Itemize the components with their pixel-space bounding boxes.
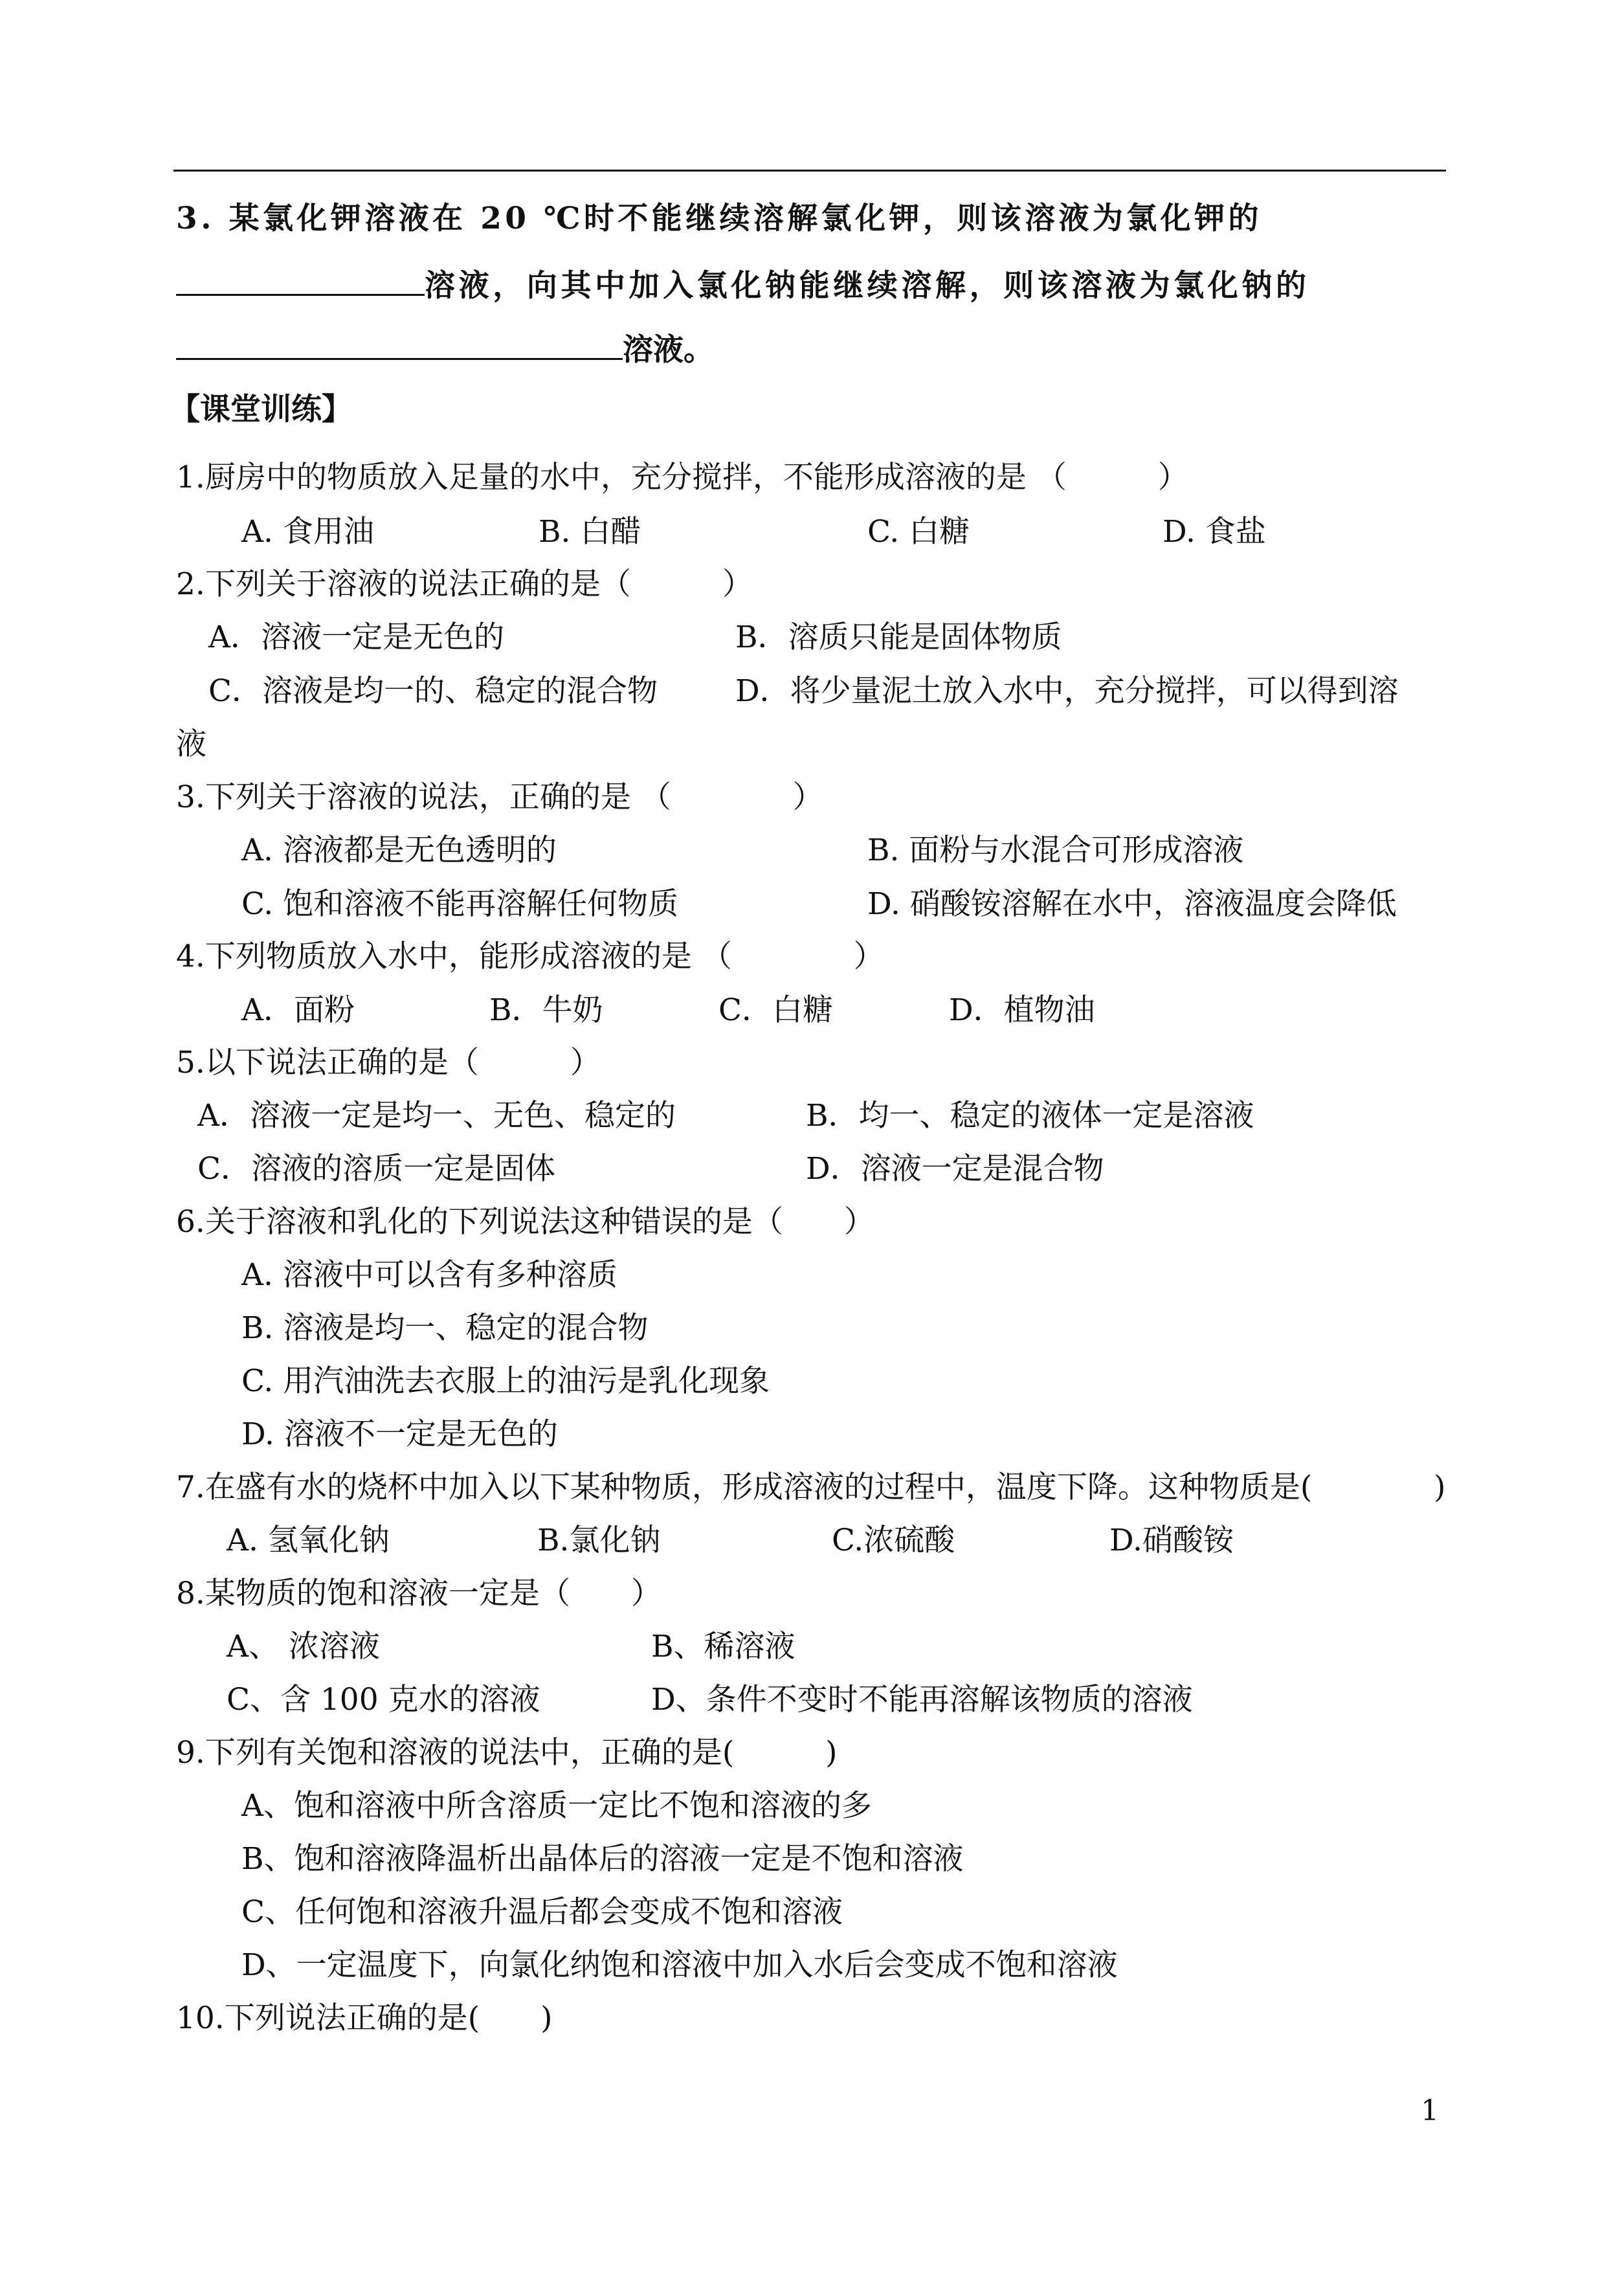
q6-option-a: A. 溶液中可以含有多种溶质 bbox=[241, 1257, 617, 1293]
q2-option-c: C．溶液是均一的、稳定的混合物 bbox=[208, 673, 658, 709]
q8-option-a: A、 浓溶液 bbox=[227, 1629, 380, 1664]
q4-option-c: C．白糖 bbox=[718, 992, 833, 1028]
q1-option-d: D. 食盐 bbox=[1162, 514, 1266, 550]
q1-option-a: A. 食用油 bbox=[241, 514, 374, 550]
q8-option-d: D、条件不变时不能再溶解该物质的溶液 bbox=[651, 1682, 1193, 1717]
question-4-stem: 4.下列物质放入水中，能形成溶液的是 （ ） bbox=[176, 939, 884, 974]
q3-option-a: A. 溶液都是无色透明的 bbox=[241, 833, 557, 868]
q3-option-d: D. 硝酸铵溶解在水中，溶液温度会降低 bbox=[867, 886, 1397, 922]
q2-option-d-wrap: 液 bbox=[176, 726, 206, 762]
q9-option-a: A、饱和溶液中所含溶质一定比不饱和溶液的多 bbox=[241, 1788, 872, 1824]
q2-option-b: B．溶质只能是固体物质 bbox=[735, 620, 1062, 655]
answer-blank-1[interactable] bbox=[176, 265, 425, 296]
q7-option-d: D.硝酸铵 bbox=[1109, 1523, 1234, 1558]
q6-option-d: D. 溶液不一定是无色的 bbox=[241, 1416, 558, 1452]
question-3-stem: 3.下列关于溶液的说法，正确的是 （ ） bbox=[176, 779, 823, 815]
q4-option-b: B．牛奶 bbox=[489, 992, 603, 1028]
q2-option-d: D．将少量泥土放入水中，充分搅拌，可以得到溶 bbox=[735, 673, 1399, 709]
question-10-stem: 10.下列说法正确的是( ) bbox=[176, 2000, 553, 2036]
q3-option-c: C. 饱和溶液不能再溶解任何物质 bbox=[241, 886, 679, 922]
answer-blank-2[interactable] bbox=[176, 330, 623, 360]
q9-option-d: D、一定温度下，向氯化纳饱和溶液中加入水后会变成不饱和溶液 bbox=[241, 1947, 1118, 1983]
q8-option-c: C、含 100 克水的溶液 bbox=[227, 1682, 540, 1717]
question-8-stem: 8.某物质的饱和溶液一定是（ ） bbox=[176, 1576, 662, 1611]
q2-option-a: A．溶液一定是无色的 bbox=[208, 620, 504, 655]
q6-option-b: B. 溶液是均一、稳定的混合物 bbox=[241, 1310, 649, 1346]
q8-option-b: B、稀溶液 bbox=[651, 1629, 795, 1664]
header-rule bbox=[173, 170, 1446, 172]
q7-option-a: A. 氢氧化钠 bbox=[227, 1523, 390, 1558]
q6-option-c: C. 用汽油洗去衣服上的油污是乳化现象 bbox=[241, 1363, 770, 1399]
q7-option-c: C.浓硫酸 bbox=[832, 1523, 955, 1558]
q5-option-b: B．均一、稳定的液体一定是溶液 bbox=[806, 1098, 1254, 1134]
section-title: 【课堂训练】 bbox=[170, 392, 352, 427]
q4-option-d: D．植物油 bbox=[949, 992, 1095, 1028]
intro-question-line-2 bbox=[176, 265, 1310, 306]
intro-question-line-1: 3. 某氯化钾溶液在 20 ℃时不能继续溶解氯化钾，则该溶液为氯化钾的 bbox=[176, 201, 1262, 236]
page-number: 1 bbox=[1421, 2094, 1439, 2127]
q9-option-c: C、任何饱和溶液升温后都会变成不饱和溶液 bbox=[241, 1894, 843, 1930]
question-6-stem: 6.关于溶液和乳化的下列说法这种错误的是（ ） bbox=[176, 1204, 874, 1240]
q5-option-a: A．溶液一定是均一、无色、稳定的 bbox=[197, 1098, 676, 1134]
intro-question-line-2-text: 溶液，向其中加入氯化钠能继续溶解，则该溶液为氯化钠的 bbox=[425, 268, 1310, 304]
question-1-stem: 1.厨房中的物质放入足量的水中，充分搅拌，不能形成溶液的是 （ ） bbox=[176, 460, 1188, 495]
intro-question-line-3 bbox=[176, 330, 714, 370]
q1-option-b: B. 白醋 bbox=[539, 514, 641, 550]
q3-option-b: B. 面粉与水混合可形成溶液 bbox=[867, 833, 1244, 868]
q4-option-a: A．面粉 bbox=[241, 992, 355, 1028]
question-9-stem: 9.下列有关饱和溶液的说法中，正确的是( ) bbox=[176, 1735, 838, 1771]
q5-option-c: C．溶液的溶质一定是固体 bbox=[197, 1151, 555, 1187]
q9-option-b: B、饱和溶液降温析出晶体后的溶液一定是不饱和溶液 bbox=[241, 1841, 964, 1877]
intro-question-line-3-text: 溶液。 bbox=[623, 332, 714, 368]
q7-option-b: B.氯化钠 bbox=[537, 1523, 661, 1558]
question-7-stem: 7.在盛有水的烧杯中加入以下某种物质，形成溶液的过程中，温度下降。这种物质是( ) bbox=[176, 1470, 1446, 1505]
q1-option-c: C. 白糖 bbox=[867, 514, 970, 550]
q5-option-d: D．溶液一定是混合物 bbox=[806, 1151, 1104, 1187]
question-2-stem: 2.下列关于溶液的说法正确的是（ ） bbox=[176, 566, 753, 602]
question-5-stem: 5.以下说法正确的是（ ） bbox=[176, 1045, 601, 1080]
